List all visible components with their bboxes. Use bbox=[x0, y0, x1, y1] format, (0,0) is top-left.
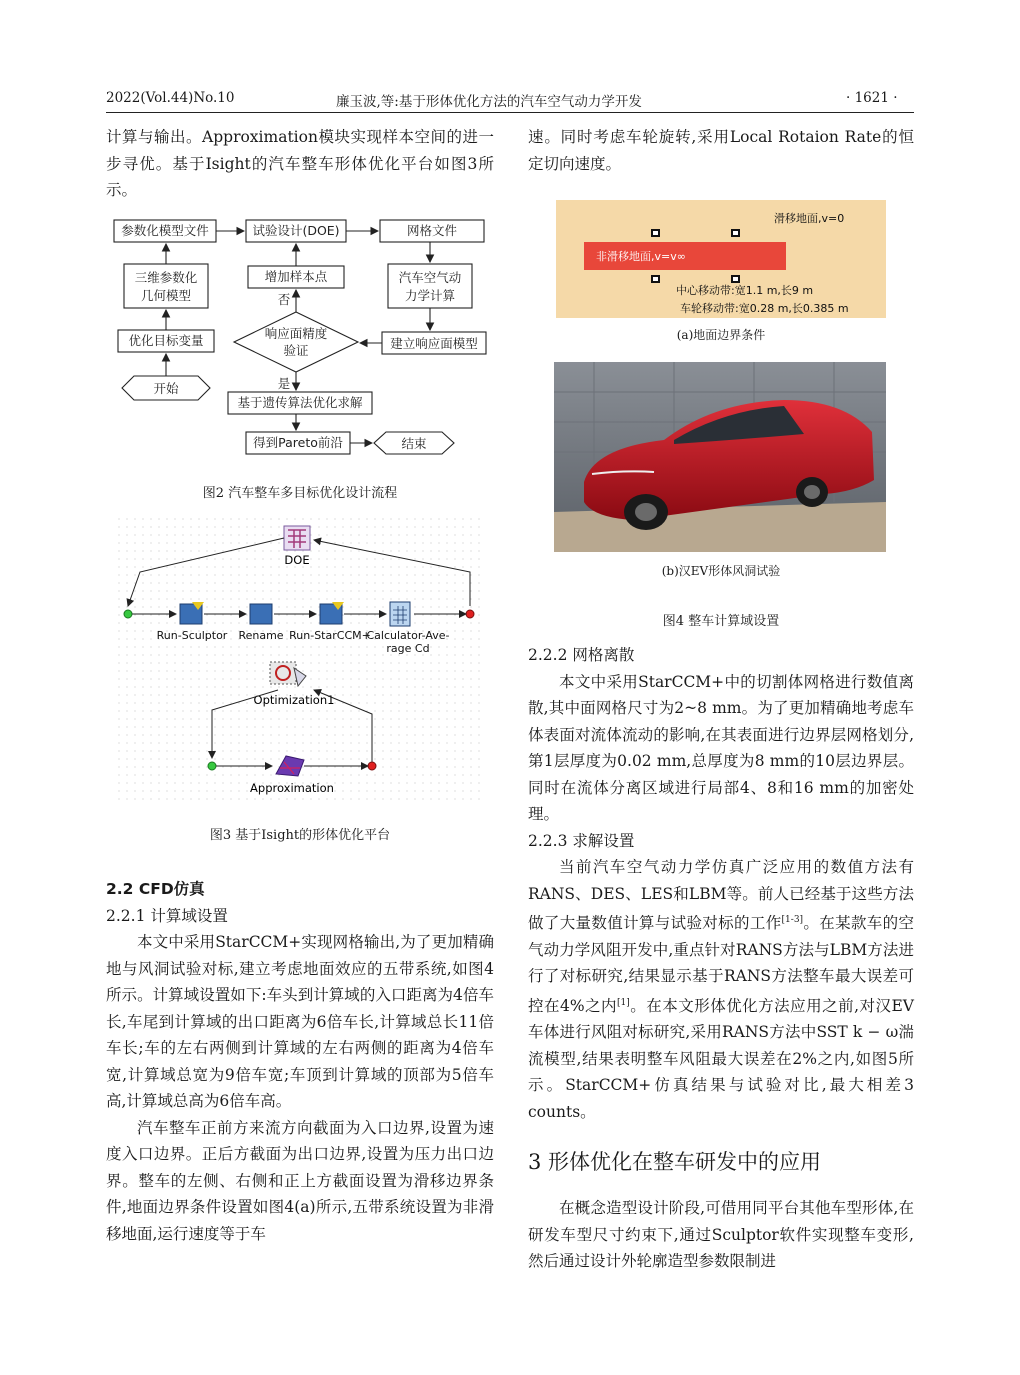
journal-issue: 2022(Vol.44)No.10 bbox=[106, 90, 235, 106]
calc-label-2: rage Cd bbox=[386, 642, 430, 655]
citation-1: [1] bbox=[617, 997, 630, 1008]
center-belt-label: 中心移动带:宽1.1 m,长9 m bbox=[676, 284, 814, 297]
header-rule bbox=[106, 112, 914, 113]
label-rs-1: 响应面精度 bbox=[264, 326, 328, 341]
decision-rs-accuracy bbox=[234, 312, 358, 372]
label-ga: 基于遗传算法优化求解 bbox=[237, 395, 363, 410]
label-mesh: 网格文件 bbox=[406, 223, 458, 238]
right-body bbox=[528, 642, 914, 1275]
label-param-file: 参数化模型文件 bbox=[121, 223, 209, 238]
solver-text-c: 。在本文形体优化方法应用之前,对汉EV车体进行风阻对标研究,采用RANS方法中SST k − ω湍流模型,结果表明整车风阻最大误差在2%之内,如图5所示。StarCCM+仿真结果与试验对比,最大相差3 counts。 bbox=[528, 996, 914, 1121]
label-no: 否 bbox=[277, 292, 291, 307]
label-pareto: 得到Pareto前沿 bbox=[253, 435, 343, 450]
run-sculptor-icon bbox=[180, 602, 204, 624]
right-intro bbox=[528, 124, 914, 177]
end-node bbox=[466, 610, 474, 618]
solver-text-a: 当前汽车空气动力学仿真广泛应用的数值方法有RANS、DES、LES和LBM等。前人已经基于这些方法做了大量数值计算与试验对标的工作 bbox=[528, 858, 914, 933]
slip-ground-label: 滑移地面,v=0 bbox=[774, 212, 845, 225]
paragraph-application: 在概念造型设计阶段,可借用同平台其他车型形体,在研发车型尺寸约束下,通过Sculptor软件实现整车变形,然后通过设计外轮廓造型参数限制进 bbox=[528, 1199, 914, 1271]
section-heading-2-2: 2.2 CFD仿真 bbox=[106, 880, 205, 898]
wheel-belt-label: 车轮移动带:宽0.28 m,长0.385 m bbox=[680, 302, 849, 315]
label-doe: 试验设计(DOE) bbox=[252, 223, 340, 238]
run-sculptor-label: Run-Sculptor bbox=[156, 629, 228, 642]
optimization-label: Optimization1 bbox=[253, 693, 335, 707]
label-geo-1: 三维参数化 bbox=[134, 270, 198, 285]
calc-label-1: Calculator-Ave- bbox=[366, 629, 450, 642]
label-geo-2: 几何模型 bbox=[140, 288, 192, 303]
doe-label: DOE bbox=[284, 553, 310, 567]
solver-text-b: 。在某款车的空气动力学风阻开发中,重点针对RANS方法与LBM方法进行了对标研究,结果显示基于RANS方法整车最大误差可控在4%之内 bbox=[528, 914, 914, 1015]
label-target: 优化目标变量 bbox=[128, 333, 204, 348]
intro-paragraph: 计算与输出。Approximation模块实现样本空间的进一步寻优。基于Isight的汽车整车形体优化平台如图3所示。 bbox=[106, 128, 494, 199]
section-heading-2-2-3: 2.2.3 求解设置 bbox=[528, 831, 635, 850]
label-aero-2: 力学计算 bbox=[404, 288, 456, 303]
section-heading-3: 3 形体优化在整车研发中的应用 bbox=[528, 1150, 822, 1175]
fig4a-subcaption: (a)地面边界条件 bbox=[676, 328, 766, 342]
calculator-icon bbox=[390, 602, 410, 626]
label-yes: 是 bbox=[277, 376, 291, 391]
page-number: · 1621 · bbox=[846, 90, 898, 106]
fig2-flowchart bbox=[106, 210, 496, 470]
fig4b-wind-tunnel-photo bbox=[554, 362, 886, 552]
rename-label: Rename bbox=[238, 629, 284, 642]
run-starccm-icon bbox=[320, 602, 344, 624]
label-start: 开始 bbox=[153, 381, 179, 396]
paragraph-domain: 本文中采用StarCCM+实现网格输出,为了更加精确地与风洞试验对标,建立考虑地面效应的五带系统,如图4所示。计算域设置如下:车头到计算域的入口距离为4倍车长,车尾到计算域的出口距离为6倍车长,计算域总长11倍车长;车的左右两侧到计算域的左右两侧的距离为4倍车宽,计算域总宽为9倍车宽;车顶到计算域的顶部为5倍车高,计算域总高为6倍车高。 bbox=[106, 933, 494, 1110]
fig3-caption: 图3 基于Isight的形体优化平台 bbox=[209, 828, 391, 843]
label-build-rs: 建立响应面模型 bbox=[390, 336, 478, 351]
approximation-label: Approximation bbox=[250, 781, 334, 795]
label-rs-2: 验证 bbox=[283, 343, 309, 358]
left-body bbox=[106, 876, 494, 1247]
opt-start-node bbox=[208, 762, 216, 770]
run-starccm-label: Run-StarCCM+ bbox=[289, 629, 371, 642]
opt-end-node bbox=[368, 762, 376, 770]
start-node bbox=[124, 610, 132, 618]
section-heading-2-2-1: 2.2.1 计算域设置 bbox=[106, 906, 228, 925]
label-end: 结束 bbox=[401, 436, 427, 451]
fig4b-subcaption: (b)汉EV形体风洞试验 bbox=[661, 564, 781, 578]
continued-paragraph: 速。同时考虑车轮旋转,采用Local Rotaion Rate的恒定切向速度。 bbox=[528, 128, 914, 173]
noslip-ground-label: 非滑移地面,v=v∞ bbox=[596, 250, 686, 263]
fig2-caption: 图2 汽车整车多目标优化设计流程 bbox=[202, 486, 398, 501]
citation-1-3: [1-3] bbox=[781, 915, 804, 925]
paragraph-mesh: 本文中采用StarCCM+中的切割体网格进行数值离散,其中面网格尺寸为2~8 mm。为了更加精确地考虑车体表面对流体流动的影响,在其表面进行边界层网格划分,第1层厚度为0.02 mm,总厚度为8 mm的10层边界层。同时在流体分离区域进行局部4、8和16 mm的加密处理。 bbox=[528, 672, 914, 823]
label-add-sample: 增加样本点 bbox=[264, 269, 328, 284]
fig4-caption: 图4 整车计算域设置 bbox=[662, 614, 780, 629]
paragraph-solver bbox=[528, 854, 914, 1125]
label-aero-1: 汽车空气动 bbox=[398, 270, 462, 285]
rename-icon bbox=[250, 604, 272, 624]
running-title: 廉玉波,等:基于形体优化方法的汽车空气动力学开发 bbox=[336, 94, 642, 110]
paragraph-boundary: 汽车整车正前方来流方向截面为入口边界,设置为速度入口边界。正后方截面为出口边界,设置为压力出口边界。整车的左侧、右侧和正上方截面设置为滑移边界条件,地面边界条件设置如图4(a)所示,五带系统设置为非滑移地面,运行速度等于车 bbox=[106, 1118, 494, 1243]
fig4a-ground-boundary bbox=[556, 200, 886, 318]
left-intro bbox=[106, 124, 494, 204]
section-heading-2-2-2: 2.2.2 网格离散 bbox=[528, 646, 635, 664]
fig3-isight-diagram bbox=[118, 518, 486, 800]
